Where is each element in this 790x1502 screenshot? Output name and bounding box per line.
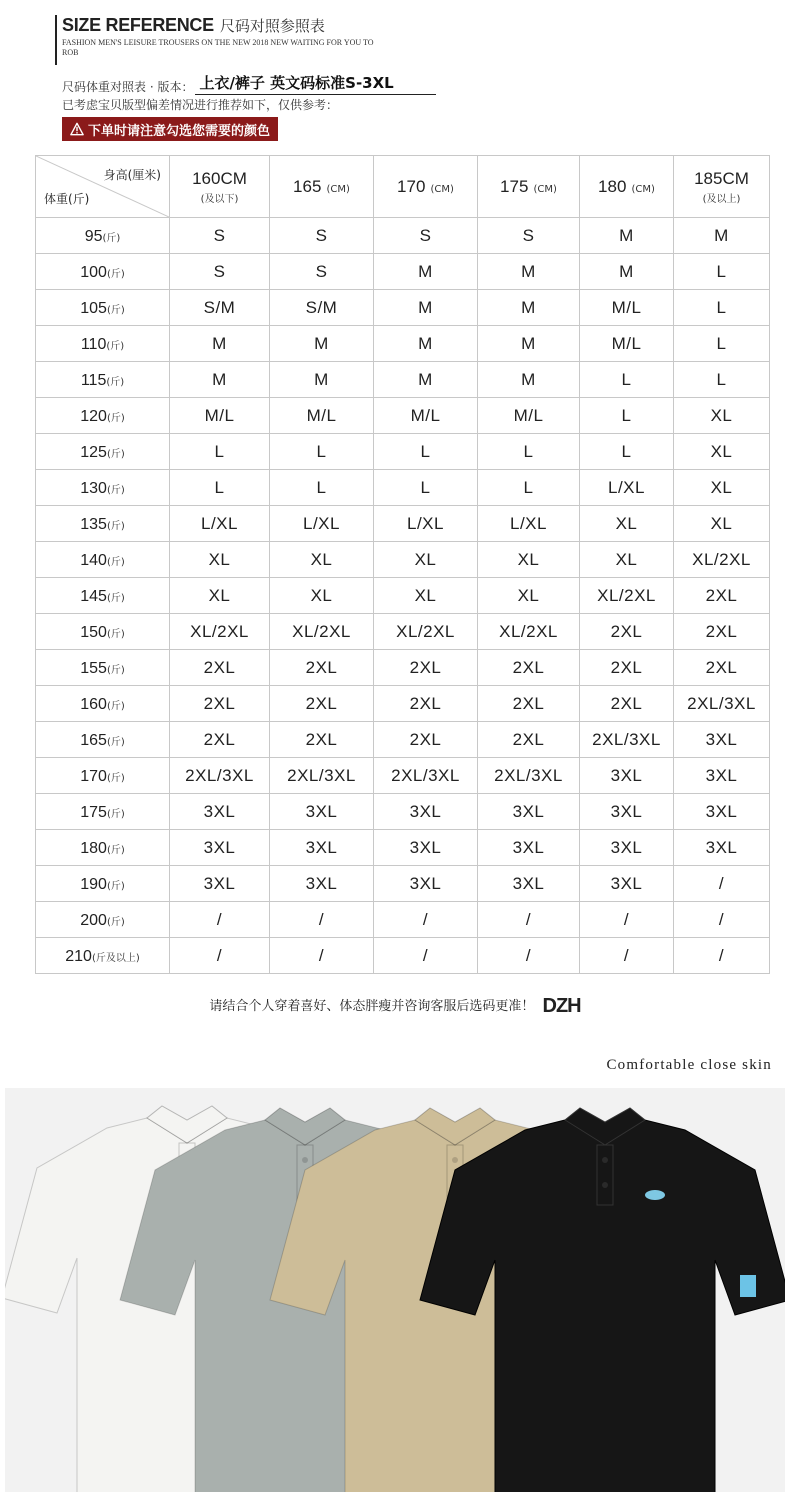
height-value: 180 bbox=[598, 176, 627, 196]
weight-cell bbox=[36, 938, 170, 974]
size-cell: 2XL/3XL bbox=[674, 686, 770, 722]
size-cell: 3XL bbox=[170, 866, 270, 902]
size-cell: 2XL bbox=[478, 650, 580, 686]
table-row bbox=[36, 578, 770, 614]
size-cell: 3XL bbox=[374, 794, 478, 830]
size-cell: L bbox=[674, 362, 770, 398]
warning-text: 下单时请注意勾选您需要的颜色 bbox=[88, 123, 271, 139]
weight-unit: (斤) bbox=[106, 844, 125, 856]
height-header-cell bbox=[674, 156, 770, 218]
product-photo bbox=[5, 1088, 785, 1492]
height-header-cell bbox=[170, 156, 270, 218]
weight-cell bbox=[36, 542, 170, 578]
height-value: 175 bbox=[500, 176, 529, 196]
table-row bbox=[36, 542, 770, 578]
table-row bbox=[36, 722, 770, 758]
table-row bbox=[36, 254, 770, 290]
size-cell: S bbox=[270, 218, 374, 254]
weight-cell bbox=[36, 794, 170, 830]
size-cell: 2XL/3XL bbox=[374, 758, 478, 794]
size-cell: S bbox=[374, 218, 478, 254]
size-cell: XL/2XL bbox=[674, 542, 770, 578]
weight-cell bbox=[36, 290, 170, 326]
weight-value: 210 bbox=[65, 947, 92, 965]
size-cell: 2XL bbox=[270, 722, 374, 758]
size-cell: 3XL bbox=[270, 866, 374, 902]
size-cell: 3XL bbox=[478, 830, 580, 866]
height-unit: (CM) bbox=[326, 183, 350, 195]
size-cell: M bbox=[270, 362, 374, 398]
size-cell: 3XL bbox=[580, 830, 674, 866]
title-chinese: 尺码对照参照表 bbox=[219, 17, 325, 35]
size-cell: 3XL bbox=[270, 830, 374, 866]
table-row bbox=[36, 362, 770, 398]
size-cell: M bbox=[270, 326, 374, 362]
table-row bbox=[36, 470, 770, 506]
weight-unit: (斤) bbox=[106, 664, 125, 676]
size-cell: 2XL/3XL bbox=[270, 758, 374, 794]
weight-value: 115 bbox=[80, 371, 107, 389]
size-cell: 2XL bbox=[674, 650, 770, 686]
size-cell: 2XL/3XL bbox=[478, 758, 580, 794]
size-cell: S bbox=[478, 218, 580, 254]
height-header-cell bbox=[374, 156, 478, 218]
table-row bbox=[36, 326, 770, 362]
size-cell: M bbox=[374, 254, 478, 290]
height-unit: (CM) bbox=[631, 183, 655, 195]
weight-cell bbox=[36, 470, 170, 506]
weight-value: 200 bbox=[80, 911, 107, 929]
weight-cell bbox=[36, 650, 170, 686]
weight-cell bbox=[36, 362, 170, 398]
size-cell: 2XL bbox=[580, 650, 674, 686]
size-cell: M bbox=[170, 362, 270, 398]
size-cell: / bbox=[270, 902, 374, 938]
size-cell: 2XL bbox=[170, 686, 270, 722]
size-cell: M bbox=[478, 362, 580, 398]
size-cell: XL bbox=[270, 578, 374, 614]
version-row bbox=[62, 72, 436, 95]
weight-cell bbox=[36, 326, 170, 362]
size-cell: M/L bbox=[580, 326, 674, 362]
size-cell: XL bbox=[580, 506, 674, 542]
table-row bbox=[36, 866, 770, 902]
size-cell: S bbox=[170, 218, 270, 254]
weight-value: 110 bbox=[80, 335, 107, 353]
height-qualifier: (及以上) bbox=[702, 193, 741, 205]
table-row bbox=[36, 794, 770, 830]
version-value: 上衣/裤子 英文码标准S-3XL bbox=[195, 72, 435, 95]
table-row bbox=[36, 434, 770, 470]
title-english: SIZE REFERENCE bbox=[62, 15, 214, 35]
size-cell: 2XL bbox=[674, 578, 770, 614]
table-row bbox=[36, 614, 770, 650]
weight-cell bbox=[36, 902, 170, 938]
size-cell: L/XL bbox=[170, 506, 270, 542]
weight-cell bbox=[36, 830, 170, 866]
weight-cell bbox=[36, 218, 170, 254]
weight-value: 155 bbox=[80, 659, 107, 677]
weight-unit: (斤) bbox=[106, 916, 125, 928]
size-cell: 2XL bbox=[374, 686, 478, 722]
weight-value: 125 bbox=[80, 443, 107, 461]
weight-unit: (斤) bbox=[106, 772, 125, 784]
weight-cell bbox=[36, 758, 170, 794]
weight-cell bbox=[36, 722, 170, 758]
weight-cell bbox=[36, 398, 170, 434]
table-row bbox=[36, 398, 770, 434]
size-cell: L bbox=[580, 434, 674, 470]
size-cell: L/XL bbox=[270, 506, 374, 542]
size-cell: S/M bbox=[170, 290, 270, 326]
weight-value: 135 bbox=[80, 515, 107, 533]
warning-icon bbox=[70, 122, 84, 136]
size-cell: 2XL bbox=[374, 722, 478, 758]
size-cell: 2XL bbox=[478, 722, 580, 758]
size-cell: L/XL bbox=[580, 470, 674, 506]
size-cell: 2XL bbox=[374, 650, 478, 686]
weight-cell bbox=[36, 614, 170, 650]
size-cell: M bbox=[580, 218, 674, 254]
height-header-cell bbox=[580, 156, 674, 218]
corner-cell bbox=[36, 156, 170, 218]
table-row bbox=[36, 686, 770, 722]
size-cell: L bbox=[270, 434, 374, 470]
size-cell: M bbox=[580, 254, 674, 290]
size-cell: / bbox=[170, 902, 270, 938]
table-row bbox=[36, 506, 770, 542]
height-unit: (CM) bbox=[430, 183, 454, 195]
size-cell: S bbox=[270, 254, 374, 290]
weight-value: 100 bbox=[80, 263, 107, 281]
table-row bbox=[36, 218, 770, 254]
weight-unit: (斤) bbox=[106, 412, 125, 424]
size-cell: L bbox=[170, 434, 270, 470]
size-cell: XL/2XL bbox=[270, 614, 374, 650]
size-cell: M bbox=[170, 326, 270, 362]
table-row bbox=[36, 902, 770, 938]
size-cell: 3XL bbox=[674, 758, 770, 794]
weight-unit: (斤) bbox=[106, 880, 125, 892]
weight-value: 170 bbox=[80, 767, 107, 785]
size-cell: XL/2XL bbox=[580, 578, 674, 614]
color-warning-banner bbox=[62, 117, 278, 141]
size-cell: XL bbox=[374, 578, 478, 614]
size-cell: XL/2XL bbox=[478, 614, 580, 650]
size-cell: L bbox=[674, 326, 770, 362]
weight-value: 140 bbox=[80, 551, 107, 569]
size-cell: 2XL bbox=[270, 650, 374, 686]
height-value: 170 bbox=[397, 176, 426, 196]
size-cell: 3XL bbox=[270, 794, 374, 830]
table-row bbox=[36, 758, 770, 794]
size-cell: / bbox=[170, 938, 270, 974]
size-cell: / bbox=[580, 938, 674, 974]
table-row bbox=[36, 290, 770, 326]
size-cell: XL bbox=[478, 578, 580, 614]
size-cell: 2XL bbox=[674, 614, 770, 650]
weight-cell bbox=[36, 578, 170, 614]
size-cell: L bbox=[580, 398, 674, 434]
weight-unit: (斤) bbox=[106, 268, 125, 280]
size-cell: S bbox=[170, 254, 270, 290]
size-cell: 3XL bbox=[580, 758, 674, 794]
size-cell: XL bbox=[478, 542, 580, 578]
size-cell: L bbox=[478, 434, 580, 470]
size-cell: XL bbox=[170, 578, 270, 614]
size-cell: L bbox=[374, 434, 478, 470]
size-cell: L bbox=[580, 362, 674, 398]
size-cell: / bbox=[270, 938, 374, 974]
height-axis-label: 身高(厘米) bbox=[103, 168, 161, 182]
size-cell: L bbox=[170, 470, 270, 506]
size-cell: XL bbox=[674, 398, 770, 434]
weight-unit: (斤) bbox=[106, 808, 125, 820]
height-value: 160CM bbox=[192, 168, 247, 188]
size-cell: M bbox=[478, 290, 580, 326]
title-accent-bar bbox=[55, 15, 57, 65]
weight-unit: (斤) bbox=[106, 448, 125, 460]
height-qualifier: (及以下) bbox=[200, 193, 239, 205]
size-cell: M/L bbox=[374, 398, 478, 434]
footer-note bbox=[0, 995, 790, 1018]
subtitle: FASHION MEN'S LEISURE TROUSERS ON THE NEW 2018 NEW WAITING FOR YOU TO ROB bbox=[62, 38, 374, 57]
size-cell: 3XL bbox=[478, 794, 580, 830]
size-cell: 3XL bbox=[478, 866, 580, 902]
weight-unit: (斤) bbox=[106, 700, 125, 712]
weight-axis-label: 体重(斤) bbox=[44, 192, 90, 206]
size-cell: XL bbox=[674, 434, 770, 470]
weight-value: 120 bbox=[80, 407, 107, 425]
size-cell: M/L bbox=[478, 398, 580, 434]
size-reference-table bbox=[35, 155, 770, 974]
size-cell: 2XL bbox=[580, 614, 674, 650]
height-value: 165 bbox=[293, 176, 322, 196]
weight-unit: (斤) bbox=[106, 736, 125, 748]
height-header-cell bbox=[478, 156, 580, 218]
height-header-cell bbox=[270, 156, 374, 218]
size-cell: L bbox=[374, 470, 478, 506]
weight-cell bbox=[36, 434, 170, 470]
size-cell: L/XL bbox=[478, 506, 580, 542]
size-cell: M bbox=[374, 362, 478, 398]
size-cell: XL bbox=[674, 506, 770, 542]
size-cell: M bbox=[478, 254, 580, 290]
size-cell: 2XL bbox=[478, 686, 580, 722]
size-cell: L bbox=[674, 290, 770, 326]
size-cell: 3XL bbox=[374, 866, 478, 902]
weight-value: 165 bbox=[80, 731, 107, 749]
table-row bbox=[36, 830, 770, 866]
size-cell: 2XL/3XL bbox=[580, 722, 674, 758]
size-cell: XL bbox=[580, 542, 674, 578]
size-cell: M bbox=[374, 326, 478, 362]
recommend-note: 已考虑宝贝版型偏差情况进行推荐如下，仅供参考： bbox=[62, 98, 339, 112]
weight-value: 130 bbox=[80, 479, 107, 497]
weight-unit: (斤) bbox=[106, 484, 125, 496]
size-cell: XL/2XL bbox=[170, 614, 270, 650]
size-cell: 2XL bbox=[170, 650, 270, 686]
size-cell: 3XL bbox=[170, 794, 270, 830]
polo-shirts-illustration bbox=[5, 1088, 785, 1492]
height-unit: (CM) bbox=[533, 183, 557, 195]
footer-text: 请结合个人穿着喜好、体态胖瘦并咨询客服后选码更准！ bbox=[209, 999, 535, 1014]
product-tagline: Comfortable close skin bbox=[606, 1057, 772, 1073]
size-cell: / bbox=[374, 938, 478, 974]
size-cell: M bbox=[674, 218, 770, 254]
size-cell: L bbox=[270, 470, 374, 506]
weight-value: 95 bbox=[84, 227, 103, 245]
size-cell: / bbox=[674, 938, 770, 974]
weight-unit: (斤) bbox=[106, 592, 125, 604]
weight-cell bbox=[36, 254, 170, 290]
weight-unit: (斤) bbox=[106, 628, 125, 640]
table-row bbox=[36, 650, 770, 686]
size-cell: M bbox=[478, 326, 580, 362]
weight-value: 105 bbox=[80, 299, 107, 317]
size-cell: M/L bbox=[170, 398, 270, 434]
size-cell: / bbox=[374, 902, 478, 938]
weight-unit: (斤) bbox=[106, 304, 125, 316]
size-cell: L bbox=[674, 254, 770, 290]
size-cell: / bbox=[674, 902, 770, 938]
weight-value: 160 bbox=[80, 695, 107, 713]
version-label: 尺码体重对照表 · 版本： bbox=[62, 80, 194, 94]
size-cell: / bbox=[478, 938, 580, 974]
weight-cell bbox=[36, 686, 170, 722]
weight-value: 180 bbox=[80, 839, 107, 857]
size-cell: 2XL bbox=[270, 686, 374, 722]
size-cell: XL bbox=[270, 542, 374, 578]
weight-unit: (斤) bbox=[106, 556, 125, 568]
weight-value: 190 bbox=[80, 875, 107, 893]
weight-unit: (斤) bbox=[106, 340, 125, 352]
header-row bbox=[36, 156, 770, 218]
size-cell: 3XL bbox=[674, 722, 770, 758]
size-cell: XL bbox=[674, 470, 770, 506]
size-cell: 2XL/3XL bbox=[170, 758, 270, 794]
size-cell: M bbox=[374, 290, 478, 326]
size-cell: / bbox=[580, 902, 674, 938]
brand-logo: DZH bbox=[542, 995, 581, 1017]
height-value: 185CM bbox=[694, 168, 749, 188]
size-cell: 3XL bbox=[170, 830, 270, 866]
size-cell: XL/2XL bbox=[374, 614, 478, 650]
title-row bbox=[62, 15, 325, 36]
size-cell: 2XL bbox=[170, 722, 270, 758]
size-cell: / bbox=[478, 902, 580, 938]
size-cell: 2XL bbox=[580, 686, 674, 722]
size-cell: 3XL bbox=[674, 830, 770, 866]
weight-value: 150 bbox=[80, 623, 107, 641]
size-cell: XL bbox=[170, 542, 270, 578]
size-cell: 3XL bbox=[580, 866, 674, 902]
table-row bbox=[36, 938, 770, 974]
size-cell: / bbox=[674, 866, 770, 902]
size-cell: L bbox=[478, 470, 580, 506]
size-cell: M/L bbox=[580, 290, 674, 326]
size-cell: L/XL bbox=[374, 506, 478, 542]
size-cell: XL bbox=[374, 542, 478, 578]
weight-cell bbox=[36, 506, 170, 542]
weight-value: 145 bbox=[80, 587, 107, 605]
weight-value: 175 bbox=[80, 803, 107, 821]
size-cell: M/L bbox=[270, 398, 374, 434]
size-cell: 3XL bbox=[374, 830, 478, 866]
weight-unit: (斤) bbox=[102, 232, 121, 244]
weight-unit: (斤) bbox=[106, 520, 125, 532]
weight-unit: (斤及以上) bbox=[91, 952, 140, 964]
size-cell: 3XL bbox=[674, 794, 770, 830]
weight-unit: (斤) bbox=[106, 376, 125, 388]
weight-cell bbox=[36, 866, 170, 902]
size-cell: 3XL bbox=[580, 794, 674, 830]
size-cell: S/M bbox=[270, 290, 374, 326]
